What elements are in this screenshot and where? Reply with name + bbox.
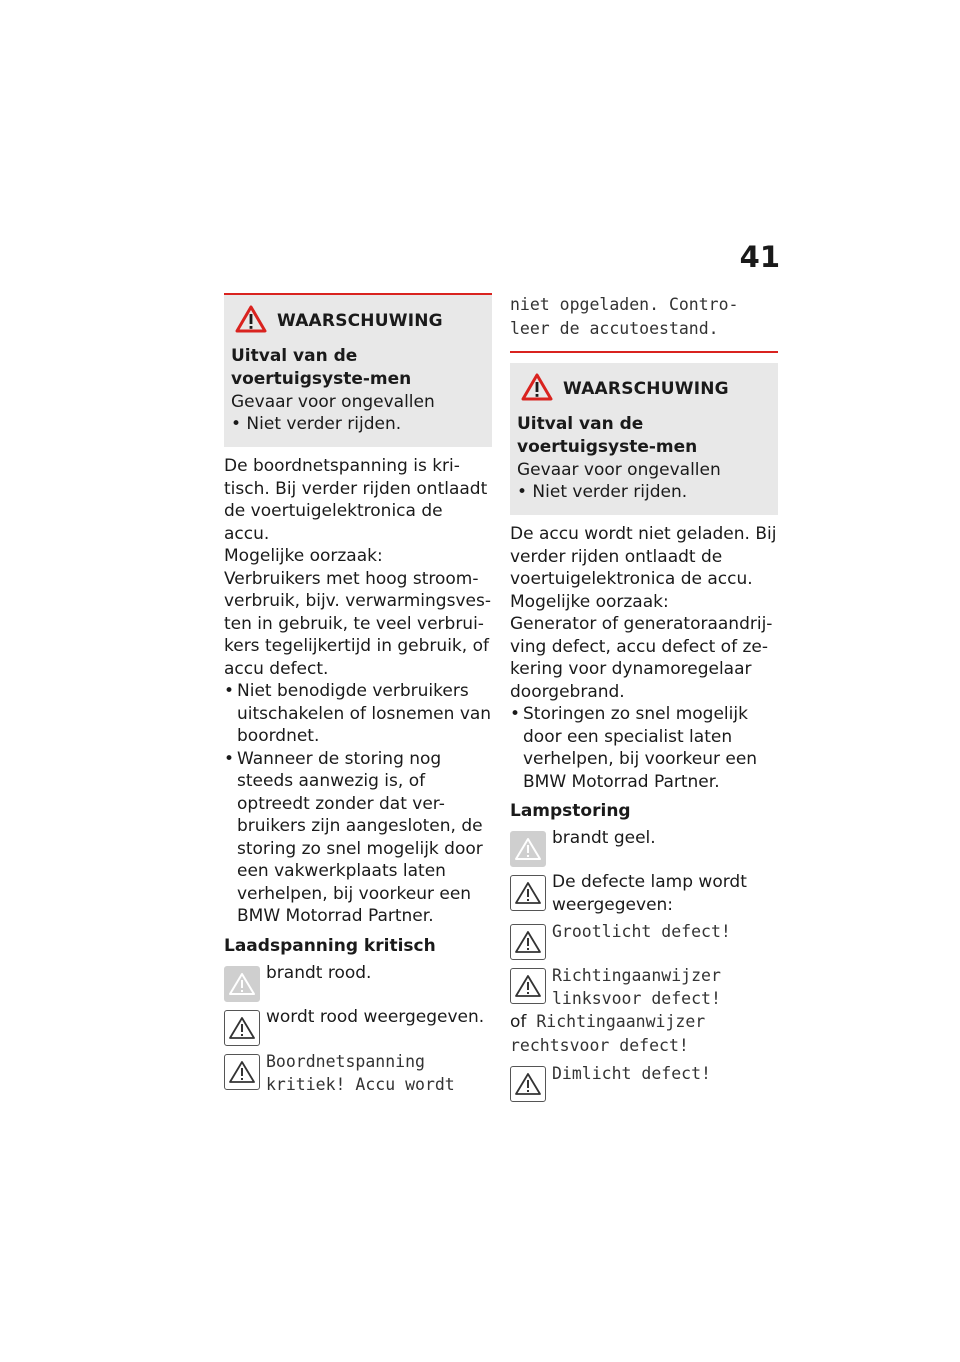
warning-indicator-icon: [510, 1066, 546, 1102]
indicator-text: De defecte lamp wordt weergegeven:: [552, 872, 747, 915]
indicator-row: [510, 920, 778, 960]
indicator-row: [510, 827, 778, 867]
indicator-text: brandt geel.: [552, 828, 656, 848]
display-message: Richtingaanwijzer: [536, 1012, 706, 1031]
indicator-row: [510, 871, 778, 916]
display-message: Grootlicht defect!: [552, 922, 731, 941]
warning-line-1: Gevaar voor ongevallen: [517, 460, 721, 480]
display-message: Richtingaanwijzer linksvoor defect!: [552, 966, 721, 1008]
warning-indicator-icon: [510, 924, 546, 960]
warning-title: WAARSCHUWING: [563, 379, 729, 399]
warning-indicator-icon: [510, 875, 546, 911]
or-label: of: [510, 1012, 527, 1032]
warning-indicator-icon: [510, 968, 546, 1004]
warning-triangle-icon: [521, 373, 553, 405]
display-message: rechtsvoor defect!: [510, 1036, 689, 1055]
indicator-row: [510, 1062, 778, 1102]
warning-indicator-icon: [224, 1054, 260, 1090]
section-title: Lampstoring: [510, 801, 631, 821]
warning-line-2: • Niet verder rijden.: [231, 414, 402, 434]
warning-box: [224, 293, 492, 447]
warning-subtitle: Uitval van de voertuigsyste-men: [231, 346, 412, 389]
list-item: • Wanneer de storing nog steeds aanwezig is, of optreedt zonder dat ver-bruikers zijn aangesloten, de storing zo snel mogelijk door een vakwerkplaats laten verhelpen, bij voorkeur een BMW Motorrad Partner.: [224, 748, 492, 928]
left-column: [224, 293, 492, 1096]
warning-header: [231, 305, 484, 337]
indicator-row: [224, 962, 492, 1002]
section-title: Laadspanning kritisch: [224, 935, 436, 956]
cause-label: Mogelijke oorzaak:: [510, 591, 669, 612]
bullet-list: [510, 703, 778, 793]
divider: [510, 351, 778, 353]
warning-subtitle: Uitval van de voertuigsyste-men: [517, 414, 698, 457]
warning-triangle-icon: [235, 305, 267, 337]
indicator-row: [224, 1006, 492, 1046]
paragraph: De accu wordt niet geladen. Bij verder rijden ontlaadt de voertuigelektronica de accu.: [510, 524, 777, 589]
display-message-continuation: niet opgeladen. Contro-leer de accutoestand.: [510, 295, 739, 338]
display-message: Dimlicht defect!: [552, 1064, 711, 1083]
warning-box: [510, 363, 778, 515]
warning-title: WAARSCHUWING: [277, 311, 443, 331]
warning-indicator-icon: [224, 1010, 260, 1046]
display-message: Boordnetspanning kritiek! Accu wordt: [266, 1051, 455, 1094]
right-column: [510, 293, 778, 1102]
alternative-message: [510, 1010, 778, 1058]
indicator-text: wordt rood weergegeven.: [266, 1006, 485, 1027]
bullet-list: [224, 680, 492, 928]
page-number: 41: [739, 240, 780, 274]
paragraph: Generator of generatoraandrij-ving defect, accu defect of ze-kering voor dynamoregelaar doorgebrand.: [510, 614, 773, 702]
warning-line-2: • Niet verder rijden.: [517, 482, 688, 502]
list-item: • Niet benodigde verbruikers uitschakelen of losnemen van boordnet.: [224, 680, 492, 748]
list-item: • Storingen zo snel mogelijk door een specialist laten verhelpen, bij voorkeur een BMW Motorrad Partner.: [510, 703, 778, 793]
indicator-row: [510, 964, 778, 1010]
warning-header: [517, 373, 770, 405]
indicator-row: [224, 1050, 492, 1096]
paragraph: Verbruikers met hoog stroom-verbruik, bijv. verwarmingsves-ten in gebruik, te veel verbrui-kers tegelijkertijd in gebruik, of accu defect.: [224, 568, 491, 679]
cause-label: Mogelijke oorzaak:: [224, 546, 383, 566]
warning-indicator-icon: [510, 831, 546, 867]
warning-line-1: Gevaar voor ongevallen: [231, 392, 435, 412]
paragraph: De boordnetspanning is kri-tisch. Bij verder rijden ontlaadt de voertuigelektronica de accu.: [224, 456, 488, 544]
indicator-text: brandt rood.: [266, 962, 372, 983]
warning-indicator-icon: [224, 966, 260, 1002]
